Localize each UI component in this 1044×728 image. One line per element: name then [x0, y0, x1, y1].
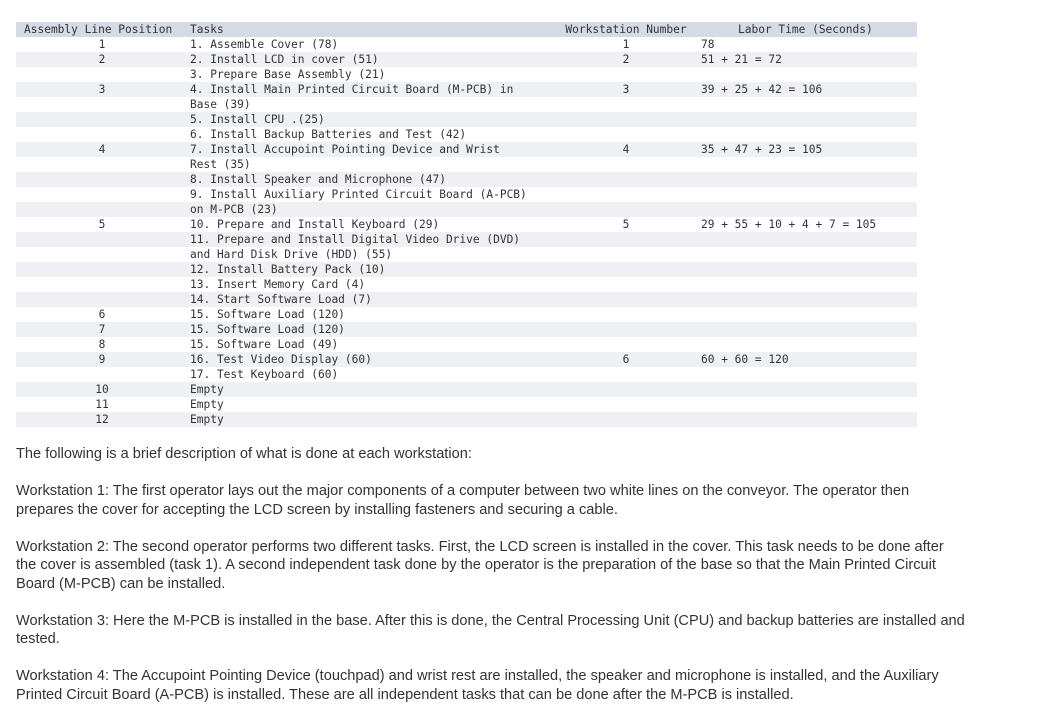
table-row	[16, 292, 917, 307]
cell-task: on M-PCB (23)	[190, 203, 278, 216]
cell-task: Empty	[190, 383, 224, 396]
cell-task: 14. Start Software Load (7)	[190, 293, 372, 306]
header-position: Assembly Line Position	[24, 23, 173, 36]
cell-task: 2. Install LCD in cover (51)	[190, 53, 379, 66]
cell-position: 9	[98, 353, 106, 366]
table-row	[16, 142, 917, 157]
cell-task: 3. Prepare Base Assembly (21)	[190, 68, 386, 81]
cell-labor-time: 39 + 25 + 42 = 106	[701, 83, 823, 96]
table-row	[16, 382, 917, 397]
cell-task: 8. Install Speaker and Microphone (47)	[190, 173, 446, 186]
cell-labor-time: 51 + 21 = 72	[701, 53, 782, 66]
cell-position: 8	[98, 338, 106, 351]
cell-task: 15. Software Load (120)	[190, 323, 345, 336]
table-row	[16, 37, 917, 52]
cell-task: 15. Software Load (120)	[190, 308, 345, 321]
table-row	[16, 187, 917, 202]
cell-position: 5	[98, 218, 106, 231]
cell-position: 7	[98, 323, 106, 336]
cell-position: 3	[98, 83, 106, 96]
cell-task: Base (39)	[190, 98, 251, 111]
cell-labor-time: 78	[701, 38, 715, 51]
cell-task: Empty	[190, 413, 224, 426]
assembly-line-table	[16, 22, 917, 427]
table-row	[16, 307, 917, 322]
table-row	[16, 127, 917, 142]
table-row	[16, 97, 917, 112]
cell-task: Rest (35)	[190, 158, 251, 171]
table-row	[16, 52, 917, 67]
cell-position: 2	[98, 53, 106, 66]
table-row	[16, 397, 917, 412]
table-row	[16, 232, 917, 247]
cell-task: and Hard Disk Drive (HDD) (55)	[190, 248, 393, 261]
table-row	[16, 112, 917, 127]
table-row	[16, 367, 917, 382]
table-row	[16, 352, 917, 367]
cell-workstation: 2	[622, 53, 630, 66]
description-paragraph: Workstation 4: The Accupoint Pointing Device (touchpad) and wrist rest are installed, the speaker and microphone is installed, and the Auxiliary Printed Circuit Board (A-PCB) is installed. These are all independent tasks that can be done after the M-PCB is installed.	[16, 668, 939, 703]
cell-task: 7. Install Accupoint Pointing Device and Wrist	[190, 143, 500, 156]
cell-task: 12. Install Battery Pack (10)	[190, 263, 386, 276]
table-row	[16, 202, 917, 217]
table-row	[16, 337, 917, 352]
cell-workstation: 5	[622, 218, 630, 231]
description-paragraph: Workstation 3: Here the M-PCB is installed in the base. After this is done, the Central Processing Unit (CPU) and backup batteries are installed and tested.	[16, 612, 965, 647]
table-row	[16, 157, 917, 172]
table-row	[16, 217, 917, 232]
cell-task: 17. Test Keyboard (60)	[190, 368, 339, 381]
cell-position: 4	[98, 143, 106, 156]
table-row	[16, 412, 917, 427]
description-intro: The following is a brief description of what is done at each workstation:	[16, 446, 472, 462]
cell-task: 10. Prepare and Install Keyboard (29)	[190, 218, 440, 231]
header-labor-time: Labor Time (Seconds)	[738, 23, 873, 36]
table-header-row	[16, 22, 917, 37]
table-row	[16, 247, 917, 262]
table-body	[16, 37, 917, 427]
table-row	[16, 82, 917, 97]
cell-task: 16. Test Video Display (60)	[190, 353, 372, 366]
cell-workstation: 1	[622, 38, 630, 51]
description-paragraph: Workstation 1: The first operator lays out the major components of a computer between two white lines on the conveyor. The operator then prepares the cover for accepting the LCD screen by installing fasteners and securing a cable.	[16, 483, 910, 518]
cell-task: 1. Assemble Cover (78)	[190, 38, 339, 51]
cell-workstation: 3	[622, 83, 630, 96]
cell-position: 6	[98, 308, 106, 321]
cell-task: Empty	[190, 398, 224, 411]
cell-labor-time: 29 + 55 + 10 + 4 + 7 = 105	[701, 218, 877, 231]
cell-workstation: 6	[622, 353, 630, 366]
cell-task: 11. Prepare and Install Digital Video Drive (DVD)	[190, 233, 521, 246]
description-paragraph: Workstation 2: The second operator performs two different tasks. First, the LCD screen is installed in the cover. This task needs to be done after the cover is assembled (task 1). A second independent task done by the operator is the preparation of the base so that the Main Printed Circuit Board (M-PCB) can be installed.	[16, 538, 944, 592]
cell-position: 11	[95, 398, 109, 411]
cell-task: 15. Software Load (49)	[190, 338, 339, 351]
table-row	[16, 262, 917, 277]
table-row	[16, 322, 917, 337]
cell-position: 1	[98, 38, 106, 51]
table-row	[16, 172, 917, 187]
cell-labor-time: 35 + 47 + 23 = 105	[701, 143, 823, 156]
cell-task: 9. Install Auxiliary Printed Circuit Board (A-PCB)	[190, 188, 527, 201]
cell-position: 10	[95, 383, 109, 396]
workstation-description	[16, 445, 966, 723]
cell-task: 5. Install CPU .(25)	[190, 113, 325, 126]
cell-task: 6. Install Backup Batteries and Test (42)	[190, 128, 467, 141]
table-row	[16, 277, 917, 292]
cell-workstation: 4	[622, 143, 630, 156]
cell-task: 13. Insert Memory Card (4)	[190, 278, 366, 291]
table-row	[16, 67, 917, 82]
header-tasks: Tasks	[190, 23, 224, 36]
cell-labor-time: 60 + 60 = 120	[701, 353, 789, 366]
cell-task: 4. Install Main Printed Circuit Board (M-PCB) in	[190, 83, 514, 96]
header-workstation: Workstation Number	[565, 23, 687, 36]
cell-position: 12	[95, 413, 109, 426]
